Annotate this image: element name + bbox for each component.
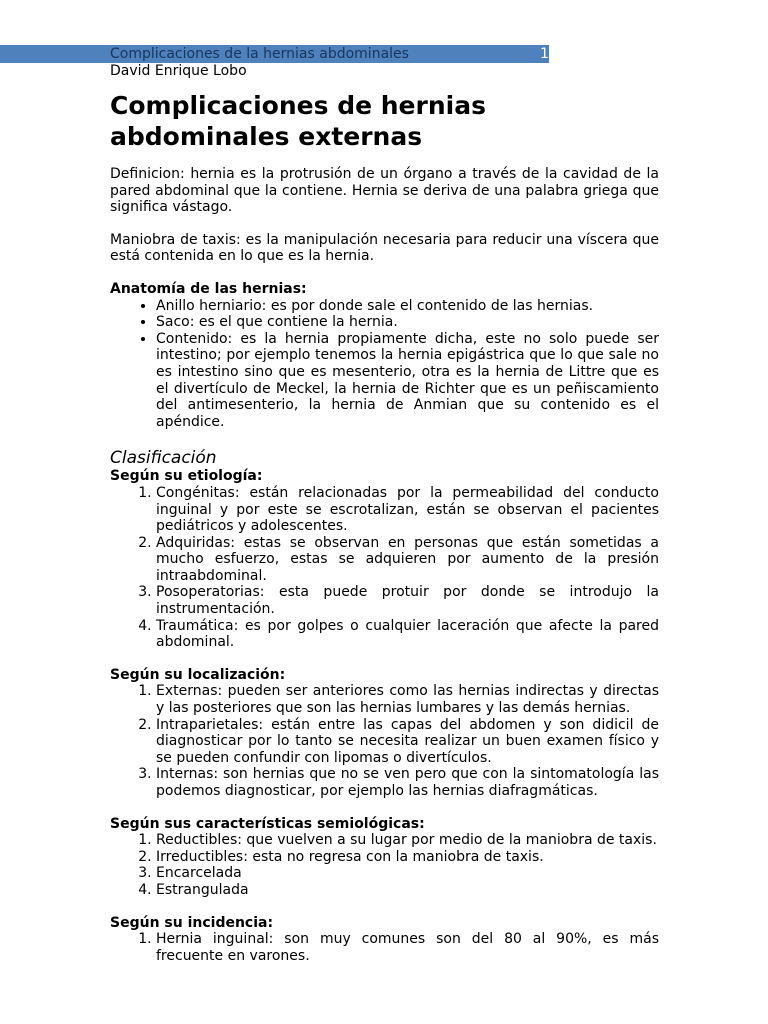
page-number: 1 — [540, 46, 549, 62]
list-item: 4. Traumática: es por golpes o cualquier laceración que afecte la pared abdominal. — [156, 618, 659, 651]
clasificacion-heading: Clasificación — [110, 448, 217, 469]
list-item: 2. Intraparietales: están entre las capas del abdomen y son didicil de diagnosticar por lo tanto se necesita realizar un buen examen físico y se pueden confundir con lipomas o divertículos. — [156, 717, 659, 767]
definition-paragraph: Definicion: hernia es la protrusión de un órgano a través de la cavidad de la pared abdominal que la contiene. Hernia se deriva de una palabra griega que significa vástago. — [110, 166, 659, 216]
list-item: 3. Internas: son hernias que no se ven pero que con la sintomatología las podemos diagnosticar, por ejemplo las hernias diafragmáticas. — [156, 766, 659, 799]
list-item: 1. Congénitas: están relacionadas por la permeabilidad del conducto inguinal y por este se escrotalizan, están se observan el pacientes pediátricos y adolescentes. — [156, 485, 659, 535]
anatomia-heading: Anatomía de las hernias: — [110, 280, 307, 297]
author-name: David Enrique Lobo — [110, 63, 247, 79]
list-item: 3. Posoperatorias: esta puede protuir por donde se introdujo la instrumentación. — [156, 584, 659, 617]
list-item: 2. Irreductibles: esta no regresa con la maniobra de taxis. — [156, 849, 659, 866]
list-item: 4. Estrangulada — [156, 882, 659, 899]
list-item: • Contenido: es la hernia propiamente dicha, este no solo puede ser intestino; por ejemplo tenemos la hernia epigástrica que lo que sale no es intestino sino que es mesenterio, otra es la hernia de Littre que es el divertículo de Meckel, la hernia de Richter que es un peñiscamiento del antimesenterio, la hernia de Anmian que su contenido es el apéndice. — [156, 331, 659, 431]
incidencia-heading: Según su incidencia: — [110, 914, 274, 931]
document-title: Complicaciones de hernias abdominales externas — [110, 91, 486, 151]
list-item: 1. Hernia inguinal: son muy comunes son del 80 al 90%, es más frecuente en varones. — [156, 931, 659, 964]
maniobra-paragraph: Maniobra de taxis: es la manipulación necesaria para reducir una víscera que está contenida en lo que es la hernia. — [110, 231, 659, 265]
semiologicas-heading: Según sus características semiológicas: — [110, 815, 425, 832]
document-body — [110, 90, 659, 980]
running-header-title: Complicaciones de la hernias abdominales — [110, 46, 409, 62]
list-item: • Anillo herniario: es por donde sale el contenido de las hernias. — [156, 298, 659, 315]
localizacion-list — [110, 683, 659, 799]
etiologia-list — [110, 485, 659, 651]
anatomia-list — [110, 298, 659, 431]
localizacion-heading: Según su localización: — [110, 666, 286, 683]
list-item: 1. Externas: pueden ser anteriores como las hernias indirectas y directas y las posteriores que son las hernias lumbares y las demás hernias. — [156, 683, 659, 716]
etiologia-heading: Según su etiología: — [110, 468, 263, 485]
semiologicas-list — [110, 832, 659, 898]
list-item: • Saco: es el que contiene la hernia. — [156, 314, 659, 331]
list-item: 3. Encarcelada — [156, 865, 659, 882]
list-item: 2. Adquiridas: estas se observan en personas que están sometidas a mucho esfuerzo, estas se adquieren por aumento de la presión intraabdominal. — [156, 535, 659, 585]
list-item: 1. Reductibles: que vuelven a su lugar por medio de la maniobra de taxis. — [156, 832, 659, 849]
incidencia-list — [110, 931, 659, 964]
